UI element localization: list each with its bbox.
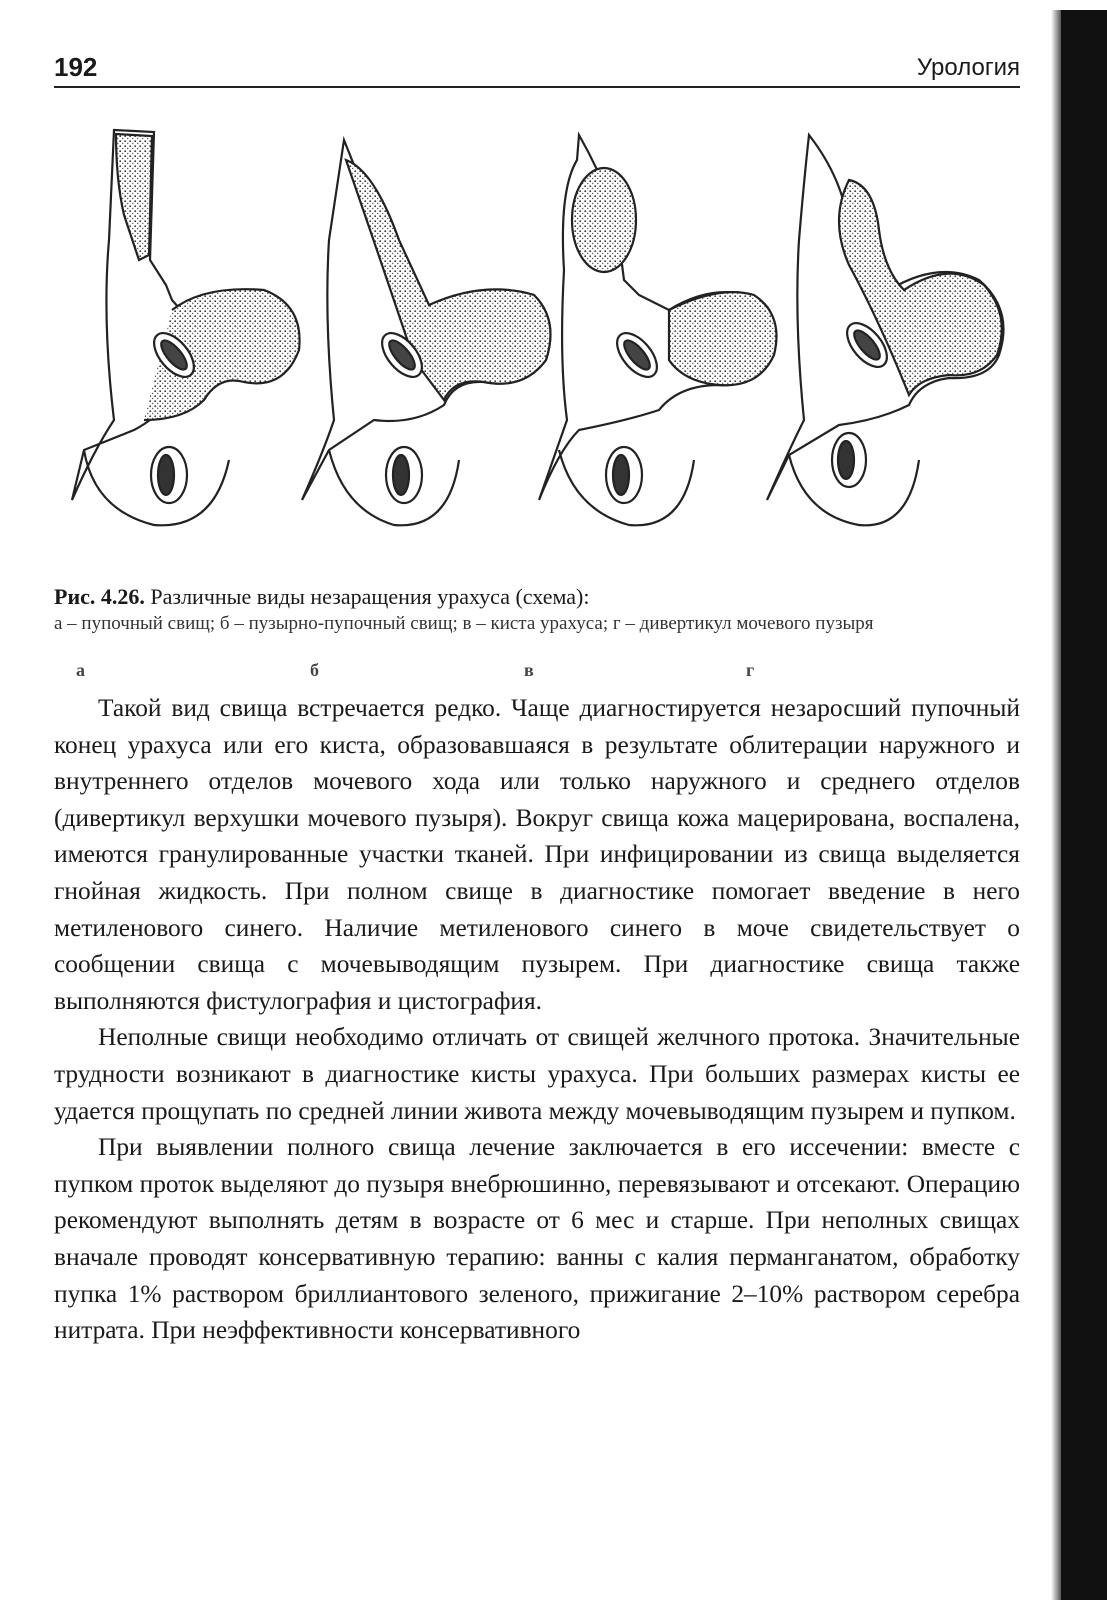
panel-c-drawing xyxy=(539,135,777,525)
running-head: Урология xyxy=(916,54,1020,81)
caption-text: а – пупочный свищ; б – пузырно-пупочный свищ; в – киста урахуса; г – дивертикул мочевого пузыря xyxy=(54,613,874,634)
panel-label-a: а xyxy=(76,660,85,680)
page-header xyxy=(54,52,1020,88)
paragraph: Неполные свищи необходимо отличать от свищей желчного протока. Значительные трудности возникают в диагностике кисты урахуса. При больших размерах кисты ее удается прощупать по средней линии живота между мочевыводящим пузырем и пупком. xyxy=(54,1023,1020,1125)
panel-label-d: г xyxy=(746,660,755,680)
urachus-illustration xyxy=(54,120,1020,570)
body-text xyxy=(54,690,1020,1349)
figure-caption xyxy=(54,583,1020,636)
paragraph: При выявлении полного свища лечение заключается в его иссечении: вместе с пупком проток выделяют до пузыря внебрюшинно, перевязывают и отсекают. Операцию рекомендуют выполнять детям в возрасте от 6 мес и старше. При неполных свищах вначале проводят консервативную терапию: ванны с калия перманганатом, обработку пупка 1% раствором бриллиантового зеленого, прижигание 2–10% раствором серебра нитрата. При неэффективности консервативного xyxy=(54,1133,1020,1345)
panel-b-drawing xyxy=(302,140,550,525)
panel-label-b: б xyxy=(310,660,319,680)
header-rule xyxy=(54,86,1020,88)
scan-dark-edge xyxy=(1057,10,1107,1600)
panel-a-drawing xyxy=(72,130,300,525)
panel-d-drawing xyxy=(767,135,1004,525)
panel-label-c: в xyxy=(524,660,534,680)
caption-number: Рис. 4.26. xyxy=(54,584,145,609)
caption-title: Различные виды незаращения урахуса (схема): xyxy=(150,584,590,609)
page-number: 192 xyxy=(54,52,98,82)
caption-title-line xyxy=(54,583,1020,611)
paragraph: Такой вид свища встречается редко. Чаще диагностируется незаросший пупочный конец урахуса или его киста, образовавшаяся в результате облитерации наружного и внутреннего отделов мочевого хода или только наружного и среднего отделов (дивертикул верхушки мочевого пузыря). Вокруг свища кожа мацерирована, воспалена, имеются гранулированные участки тканей. При инфицировании из свища выделяется гнойная жидкость. При полном свище в диагностике помогает введение в него метиленового синего. Наличие метиленового синего в моче свидетельствует о сообщении свища с мочевыводящим пузырем. При диагностике свища также выполняются фистулография и цистография. xyxy=(54,694,1020,1015)
